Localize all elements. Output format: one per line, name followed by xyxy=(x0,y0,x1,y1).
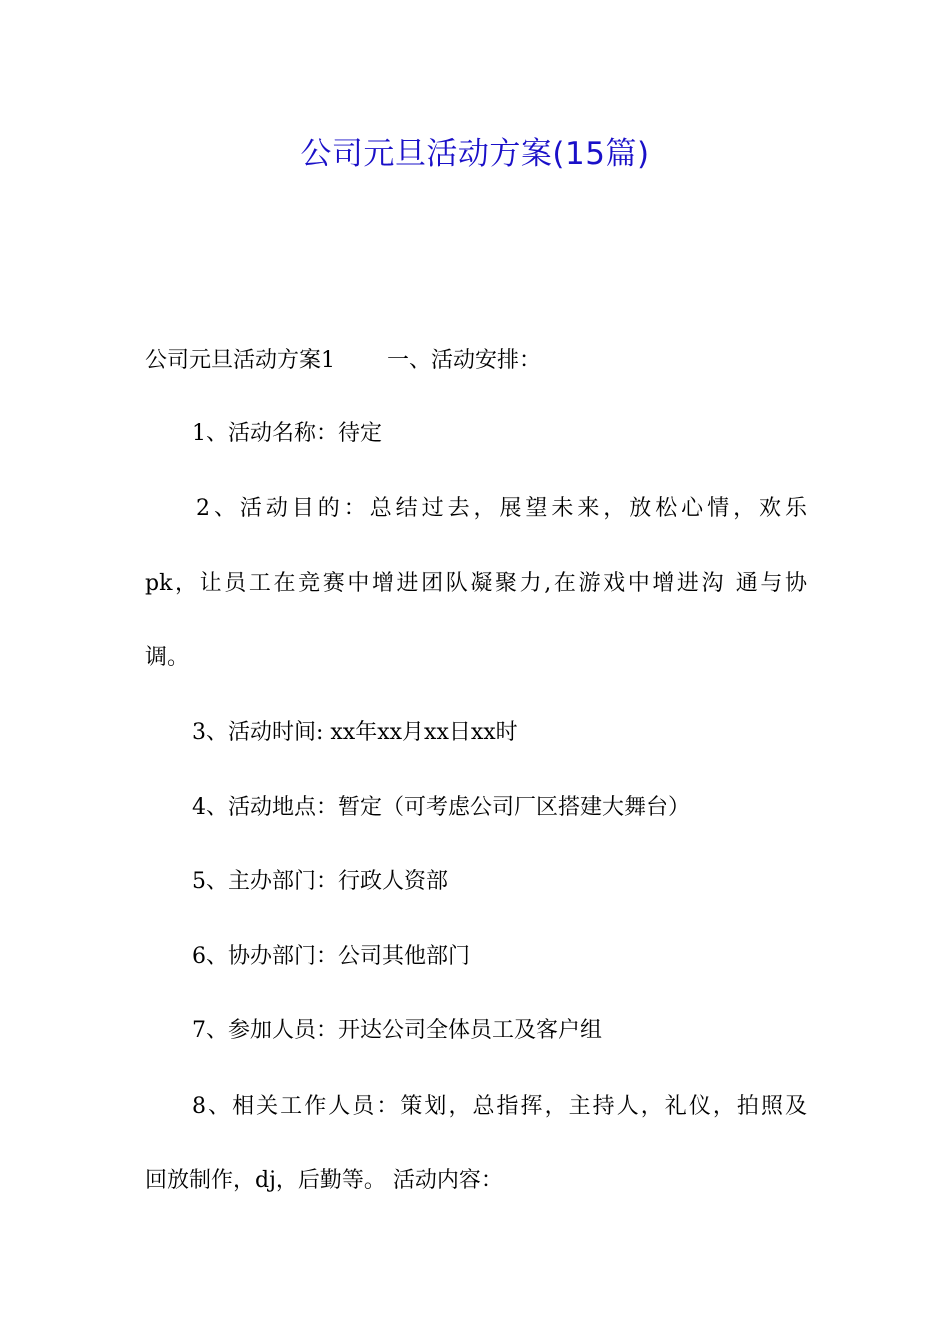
paragraph-line-co-host-department: 6、协办部门：公司其他部门 xyxy=(192,944,470,969)
paragraph-line-staff: 8、相关工作人员：策划，总指挥，主持人，礼仪，拍照及 xyxy=(192,1094,807,1119)
section-subheading: 一、活动安排： xyxy=(387,348,542,373)
paragraph-line-activity-purpose: 2、活动目的：总结过去，展望未来，放松心情，欢乐 xyxy=(196,496,807,521)
paragraph-line-activity-name: 1、活动名称：待定 xyxy=(192,421,382,446)
paragraph-line-staff-cont: 回放制作，dj，后勤等。 活动内容： xyxy=(145,1168,503,1193)
paragraph-line-activity-location: 4、活动地点：暂定（可考虑公司厂区搭建大舞台） xyxy=(192,795,690,820)
paragraph-line-activity-time: 3、活动时间: xx年xx月xx日xx时 xyxy=(192,720,518,745)
document-title: 公司元旦活动方案(15篇) xyxy=(300,136,650,172)
paragraph-line-activity-purpose-end: 调。 xyxy=(145,645,190,670)
paragraph-line-host-department: 5、主办部门：行政人资部 xyxy=(192,869,448,894)
paragraph-line-participants: 7、参加人员：开达公司全体员工及客户组 xyxy=(192,1018,602,1043)
section-heading-line xyxy=(145,343,950,379)
section-heading: 公司元旦活动方案1 xyxy=(145,348,335,373)
paragraph-line-activity-purpose-cont: pk，让员工在竞赛中增进团队凝聚力,在游戏中增进沟 通与协 xyxy=(145,571,807,596)
